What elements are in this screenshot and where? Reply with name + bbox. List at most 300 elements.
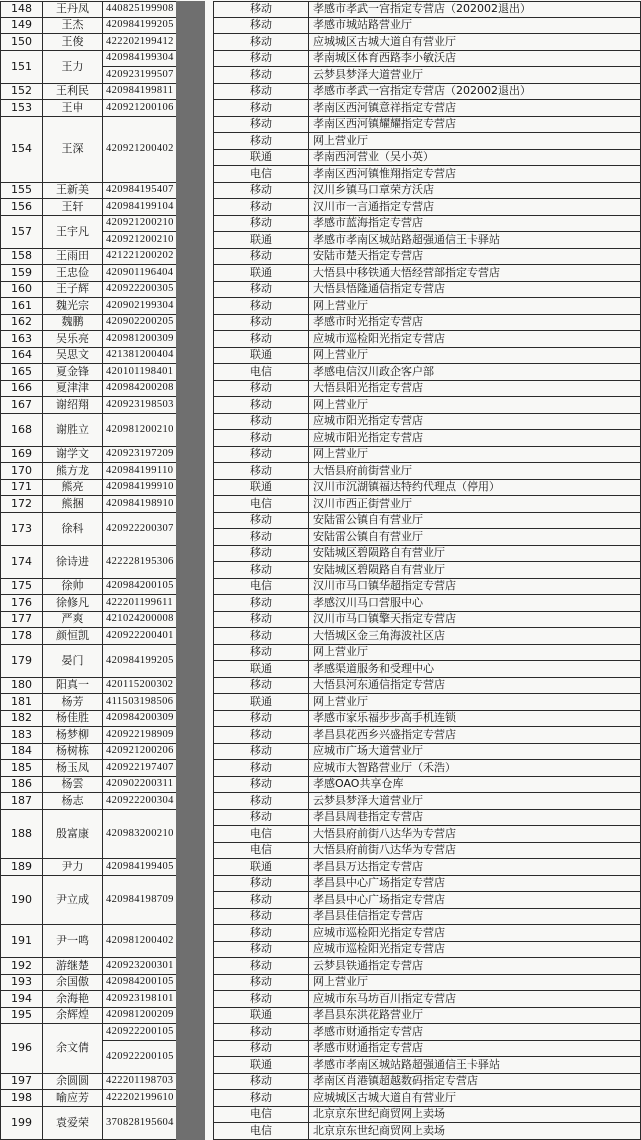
person-name: 谢绍翔 <box>43 397 103 414</box>
carrier: 移动 <box>213 958 309 975</box>
store-name: 孝南区肖港镇超越数码指定专营店 <box>309 1074 641 1091</box>
row-number: 150 <box>0 34 43 51</box>
row-number: 184 <box>0 744 43 761</box>
store-name: 孝感市孝南区城站路超强通信王卡驿站 <box>309 232 641 249</box>
store-name: 网上营业厅 <box>309 447 641 464</box>
carrier: 联通 <box>213 661 309 678</box>
carrier: 联通 <box>213 150 309 167</box>
carrier: 移动 <box>213 529 309 546</box>
carrier: 联通 <box>213 694 309 711</box>
id-number: 420984199811 <box>103 84 176 101</box>
id-number: 420984199205 <box>103 645 176 678</box>
id-number: 422201199611 <box>103 595 176 612</box>
roster-table <box>0 1 641 1140</box>
person-name: 王新美 <box>43 183 103 200</box>
person-name: 尹立成 <box>43 876 103 926</box>
person-name: 熊方龙 <box>43 463 103 480</box>
carrier: 移动 <box>213 117 309 134</box>
carrier: 移动 <box>213 1090 309 1107</box>
store-name: 孝南城区体育西路李小敏沃店 <box>309 51 641 68</box>
person-name: 吴乐亮 <box>43 331 103 348</box>
id-number: 420902199304 <box>103 298 176 315</box>
row-number: 161 <box>0 298 43 315</box>
carrier: 联通 <box>213 232 309 249</box>
store-name: 孝感市财通指定专营店 <box>309 1041 641 1058</box>
id-number: 422202199610 <box>103 1090 176 1107</box>
carrier: 电信 <box>213 1123 309 1140</box>
person-name: 王申 <box>43 100 103 117</box>
person-name: 王力 <box>43 51 103 84</box>
store-name: 大悟县府前街营业厅 <box>309 463 641 480</box>
person-name: 余文倩 <box>43 1024 103 1074</box>
person-name: 颜恒凯 <box>43 628 103 645</box>
id-number: 440825199908 <box>103 1 176 18</box>
row-number: 178 <box>0 628 43 645</box>
store-name: 孝感市财通指定专营店 <box>309 1024 641 1041</box>
person-name: 徐诗进 <box>43 546 103 579</box>
carrier: 联通 <box>213 348 309 365</box>
id-number: 421381200404 <box>103 348 176 365</box>
carrier: 移动 <box>213 777 309 794</box>
id-number: 420921200206 <box>103 744 176 761</box>
store-name: 大悟县中移铁通大悟经营部指定专营店 <box>309 265 641 282</box>
carrier: 移动 <box>213 298 309 315</box>
carrier: 移动 <box>213 612 309 629</box>
row-number: 160 <box>0 282 43 299</box>
carrier: 移动 <box>213 810 309 827</box>
row-number: 155 <box>0 183 43 200</box>
id-number: 420984200105 <box>103 975 176 992</box>
id-number: 420922200401 <box>103 628 176 645</box>
store-name: 大悟县阳光指定专营店 <box>309 381 641 398</box>
carrier: 移动 <box>213 876 309 893</box>
store-name: 孝南西河营业（吴小英） <box>309 150 641 167</box>
store-name: 网上营业厅 <box>309 397 641 414</box>
carrier: 移动 <box>213 925 309 942</box>
store-name: 孝昌县花西乡兴盛指定专营店 <box>309 727 641 744</box>
person-name: 夏津津 <box>43 381 103 398</box>
row-number: 195 <box>0 1008 43 1025</box>
carrier: 移动 <box>213 1041 309 1058</box>
person-name: 徐修凡 <box>43 595 103 612</box>
store-name: 安陆雷公镇自有营业厅 <box>309 529 641 546</box>
carrier: 联通 <box>213 480 309 497</box>
id-number: 420923200301 <box>103 958 176 975</box>
store-name: 应城城区古城大道自有营业厅 <box>309 34 641 51</box>
person-name: 谢学文 <box>43 447 103 464</box>
id-number: 420923198101 <box>103 991 176 1008</box>
person-name: 喻应芳 <box>43 1090 103 1107</box>
store-name: 北京京东世纪商贸网上卖场 <box>309 1107 641 1124</box>
store-name: 应城市东马坊百川指定专营店 <box>309 991 641 1008</box>
person-name: 王俊 <box>43 34 103 51</box>
person-name: 王丹凤 <box>43 1 103 18</box>
store-name: 大悟城区金三角海波社区店 <box>309 628 641 645</box>
store-name: 孝感市时光指定专营店 <box>309 315 641 332</box>
carrier: 移动 <box>213 975 309 992</box>
carrier: 联通 <box>213 265 309 282</box>
person-name: 王利民 <box>43 84 103 101</box>
id-number: 420981200309 <box>103 331 176 348</box>
person-name: 余圆圆 <box>43 1074 103 1091</box>
store-name: 网上营业厅 <box>309 975 641 992</box>
carrier: 移动 <box>213 628 309 645</box>
row-number: 175 <box>0 579 43 596</box>
id-number: 420922197407 <box>103 760 176 777</box>
carrier: 移动 <box>213 397 309 414</box>
row-number: 176 <box>0 595 43 612</box>
store-name: 安陆城区碧陨路自有营业厅 <box>309 562 641 579</box>
row-number: 148 <box>0 1 43 18</box>
carrier: 移动 <box>213 744 309 761</box>
person-name: 王深 <box>43 117 103 183</box>
carrier: 移动 <box>213 1074 309 1091</box>
row-number: 149 <box>0 18 43 35</box>
row-number: 177 <box>0 612 43 629</box>
store-name: 孝感市孝南区城站路超强通信王卡驿站 <box>309 1057 641 1074</box>
store-name: 云梦县梦泽大道营业厅 <box>309 793 641 810</box>
carrier: 联通 <box>213 859 309 876</box>
id-number: 420981200402 <box>103 925 176 958</box>
carrier: 移动 <box>213 67 309 84</box>
id-number: 420984199910 <box>103 480 176 497</box>
store-name: 汉川市西正街营业厅 <box>309 496 641 513</box>
store-name: 孝昌县中心广场指定专营店 <box>309 892 641 909</box>
person-name: 谢胜立 <box>43 414 103 447</box>
store-name: 应城城区古城大道自有营业厅 <box>309 1090 641 1107</box>
store-name: 网上营业厅 <box>309 694 641 711</box>
carrier: 移动 <box>213 760 309 777</box>
carrier: 移动 <box>213 216 309 233</box>
carrier: 移动 <box>213 645 309 662</box>
carrier: 移动 <box>213 199 309 216</box>
carrier: 移动 <box>213 381 309 398</box>
id-number: 420923197209 <box>103 447 176 464</box>
row-number: 172 <box>0 496 43 513</box>
store-name: 孝感市孝武一宫指定专营店（202002退出） <box>309 84 641 101</box>
person-name: 余辉煌 <box>43 1008 103 1025</box>
store-name: 云梦县梦泽大道营业厅 <box>309 67 641 84</box>
store-name: 安陆城区碧陨路自有营业厅 <box>309 546 641 563</box>
store-name: 网上营业厅 <box>309 298 641 315</box>
person-name: 尹一鸣 <box>43 925 103 958</box>
carrier: 移动 <box>213 18 309 35</box>
carrier: 移动 <box>213 447 309 464</box>
person-name: 杨佳胜 <box>43 711 103 728</box>
id-number: 420983200210 <box>103 810 176 860</box>
id-number: 420984199205 <box>103 18 176 35</box>
person-name: 余海艳 <box>43 991 103 1008</box>
store-name: 孝感市孝武一宫指定专营店（202002退出） <box>309 1 641 18</box>
store-name: 孝感汉川马口营服中心 <box>309 595 641 612</box>
person-name: 熊捆 <box>43 496 103 513</box>
id-number: 420923198503 <box>103 397 176 414</box>
store-name: 孝昌县中心广场指定专营店 <box>309 876 641 893</box>
person-name: 魏鹏 <box>43 315 103 332</box>
person-name: 徐帅 <box>43 579 103 596</box>
store-name: 安陆市楚天指定专营店 <box>309 249 641 266</box>
store-name: 安陆雷公镇自有营业厅 <box>309 513 641 530</box>
person-name: 王雨田 <box>43 249 103 266</box>
store-name: 汉川市马口镇擎天指定专营店 <box>309 612 641 629</box>
store-name: 孝南区西河镇意祥指定专营店 <box>309 100 641 117</box>
store-name: 孝昌县佳信指定专营店 <box>309 909 641 926</box>
store-name: 应城市巡检阳光指定专营店 <box>309 331 641 348</box>
redaction-bar <box>176 1 205 1140</box>
row-number: 193 <box>0 975 43 992</box>
row-number: 190 <box>0 876 43 926</box>
store-name: 孝昌县周巷指定专营店 <box>309 810 641 827</box>
person-name: 徐科 <box>43 513 103 546</box>
person-name: 杨梦柳 <box>43 727 103 744</box>
id-number: 422201198703 <box>103 1074 176 1091</box>
store-name: 应城市阳光指定专营店 <box>309 430 641 447</box>
carrier: 移动 <box>213 100 309 117</box>
store-name: 孝南区西河镇惟翔指定专营店 <box>309 166 641 183</box>
row-number: 197 <box>0 1074 43 1091</box>
row-number: 189 <box>0 859 43 876</box>
store-name: 汉川市沉湖镇福达特约代理点（停用） <box>309 480 641 497</box>
row-number: 151 <box>0 51 43 84</box>
row-number: 188 <box>0 810 43 860</box>
store-name: 大悟县悟隆通信指定专营店 <box>309 282 641 299</box>
carrier: 电信 <box>213 1107 309 1124</box>
id-number: 421024200008 <box>103 612 176 629</box>
id-number: 420984200309 <box>103 711 176 728</box>
id-number: 420923199507 <box>103 67 176 84</box>
row-number: 182 <box>0 711 43 728</box>
id-number: 420984200208 <box>103 381 176 398</box>
row-number: 185 <box>0 760 43 777</box>
id-number: 422202199412 <box>103 34 176 51</box>
store-name: 云梦县铁通指定专营店 <box>309 958 641 975</box>
id-number: 420922200307 <box>103 513 176 546</box>
row-number: 152 <box>0 84 43 101</box>
person-name: 王忠俭 <box>43 265 103 282</box>
row-number: 187 <box>0 793 43 810</box>
id-number: 422228195306 <box>103 546 176 579</box>
carrier: 移动 <box>213 414 309 431</box>
id-number: 370828195604 <box>103 1107 176 1140</box>
row-number: 179 <box>0 645 43 678</box>
row-number: 196 <box>0 1024 43 1074</box>
carrier: 移动 <box>213 1024 309 1041</box>
carrier: 移动 <box>213 282 309 299</box>
row-number: 168 <box>0 414 43 447</box>
store-name: 应城市广场大道营业厅 <box>309 744 641 761</box>
id-number: 420984199104 <box>103 199 176 216</box>
id-number: 420984200105 <box>103 579 176 596</box>
row-number: 153 <box>0 100 43 117</box>
person-name: 夏金锋 <box>43 364 103 381</box>
carrier: 电信 <box>213 826 309 843</box>
carrier: 移动 <box>213 546 309 563</box>
row-number: 171 <box>0 480 43 497</box>
carrier: 移动 <box>213 51 309 68</box>
id-number: 420984198709 <box>103 876 176 926</box>
row-number: 186 <box>0 777 43 794</box>
carrier: 移动 <box>213 678 309 695</box>
id-number: 420981200209 <box>103 1008 176 1025</box>
row-number: 156 <box>0 199 43 216</box>
person-name: 阳真一 <box>43 678 103 695</box>
row-number: 181 <box>0 694 43 711</box>
store-name: 网上营业厅 <box>309 133 641 150</box>
row-number: 157 <box>0 216 43 249</box>
store-name: 北京京东世纪商贸网上卖场 <box>309 1123 641 1140</box>
row-number: 165 <box>0 364 43 381</box>
row-number: 180 <box>0 678 43 695</box>
person-name: 王杰 <box>43 18 103 35</box>
id-number: 420981200210 <box>103 414 176 447</box>
store-name: 大悟县府前街八达华为专营店 <box>309 843 641 860</box>
row-number: 183 <box>0 727 43 744</box>
person-name: 杨树栋 <box>43 744 103 761</box>
id-number: 420921200402 <box>103 117 176 183</box>
row-number: 163 <box>0 331 43 348</box>
carrier: 移动 <box>213 942 309 959</box>
person-name: 杨志 <box>43 793 103 810</box>
id-number: 420921200210 <box>103 232 176 249</box>
id-number: 420922200305 <box>103 282 176 299</box>
id-number: 411503198506 <box>103 694 176 711</box>
id-number: 420984199110 <box>103 463 176 480</box>
carrier: 移动 <box>213 183 309 200</box>
carrier: 移动 <box>213 727 309 744</box>
store-name: 网上营业厅 <box>309 645 641 662</box>
person-name: 严爽 <box>43 612 103 629</box>
carrier: 移动 <box>213 991 309 1008</box>
carrier: 联通 <box>213 1057 309 1074</box>
person-name: 杨芳 <box>43 694 103 711</box>
person-name: 殷富康 <box>43 810 103 860</box>
row-number: 192 <box>0 958 43 975</box>
carrier: 移动 <box>213 793 309 810</box>
id-number: 420901196404 <box>103 265 176 282</box>
row-number: 154 <box>0 117 43 183</box>
row-number: 166 <box>0 381 43 398</box>
carrier: 移动 <box>213 513 309 530</box>
row-number: 159 <box>0 265 43 282</box>
carrier: 移动 <box>213 463 309 480</box>
redaction-gap <box>205 1 213 1140</box>
carrier: 电信 <box>213 579 309 596</box>
carrier: 电信 <box>213 364 309 381</box>
person-name: 王子辉 <box>43 282 103 299</box>
store-name: 大悟县河东通信指定专营店 <box>309 678 641 695</box>
person-name: 余国傲 <box>43 975 103 992</box>
id-number: 420922200105 <box>103 1024 176 1041</box>
carrier: 移动 <box>213 892 309 909</box>
row-number: 169 <box>0 447 43 464</box>
id-number: 420921200210 <box>103 216 176 233</box>
carrier: 电信 <box>213 166 309 183</box>
store-name: 孝昌县东洪花路营业厅 <box>309 1008 641 1025</box>
store-name: 应城市大智路营业厅（禾浩） <box>309 760 641 777</box>
id-number: 420984199405 <box>103 859 176 876</box>
carrier: 移动 <box>213 909 309 926</box>
store-name: 汉川市马口镇华超指定专营店 <box>309 579 641 596</box>
carrier: 移动 <box>213 562 309 579</box>
store-name: 应城市阳光指定专营店 <box>309 414 641 431</box>
person-name: 袁爱荣 <box>43 1107 103 1140</box>
id-number: 420922200304 <box>103 793 176 810</box>
row-number: 162 <box>0 315 43 332</box>
row-number: 199 <box>0 1107 43 1140</box>
carrier: 电信 <box>213 496 309 513</box>
row-number: 170 <box>0 463 43 480</box>
id-number: 420101198401 <box>103 364 176 381</box>
store-name: 孝感市家乐福步步高手机连锁 <box>309 711 641 728</box>
carrier: 移动 <box>213 249 309 266</box>
id-number: 420984198910 <box>103 496 176 513</box>
id-number: 421221200202 <box>103 249 176 266</box>
store-name: 应城市巡检阳光指定专营店 <box>309 942 641 959</box>
store-name: 汉川乡镇马口章荣方沃店 <box>309 183 641 200</box>
person-name: 晏门 <box>43 645 103 678</box>
store-name: 汉川市一言通指定专营店 <box>309 199 641 216</box>
person-name: 尹力 <box>43 859 103 876</box>
person-name: 吴思文 <box>43 348 103 365</box>
id-number: 420921200106 <box>103 100 176 117</box>
id-number: 420902200311 <box>103 777 176 794</box>
row-number: 194 <box>0 991 43 1008</box>
carrier: 移动 <box>213 84 309 101</box>
id-number: 420922198909 <box>103 727 176 744</box>
carrier: 移动 <box>213 595 309 612</box>
person-name: 王轩 <box>43 199 103 216</box>
store-name: 孝感渠道服务和受理中心 <box>309 661 641 678</box>
id-number: 420984199304 <box>103 51 176 68</box>
id-number: 420115200302 <box>103 678 176 695</box>
row-number: 173 <box>0 513 43 546</box>
store-name: 孝感市城站路营业厅 <box>309 18 641 35</box>
person-name: 杨玉凤 <box>43 760 103 777</box>
store-name: 孝感OAO共享仓库 <box>309 777 641 794</box>
store-name: 孝感市蓝海指定专营店 <box>309 216 641 233</box>
store-name: 大悟县府前街八达华为专营店 <box>309 826 641 843</box>
carrier: 移动 <box>213 331 309 348</box>
store-name: 网上营业厅 <box>309 348 641 365</box>
carrier: 移动 <box>213 711 309 728</box>
id-number: 420902200205 <box>103 315 176 332</box>
id-number: 420984195407 <box>103 183 176 200</box>
person-name: 王宇凡 <box>43 216 103 249</box>
row-number: 167 <box>0 397 43 414</box>
carrier: 电信 <box>213 843 309 860</box>
carrier: 移动 <box>213 315 309 332</box>
carrier: 移动 <box>213 430 309 447</box>
person-name: 熊亮 <box>43 480 103 497</box>
carrier: 联通 <box>213 1008 309 1025</box>
row-number: 198 <box>0 1090 43 1107</box>
row-number: 174 <box>0 546 43 579</box>
person-name: 杨雲 <box>43 777 103 794</box>
store-name: 孝感电信汉川政企客户部 <box>309 364 641 381</box>
store-name: 应城市巡检阳光指定专营店 <box>309 925 641 942</box>
person-name: 魏光宗 <box>43 298 103 315</box>
row-number: 158 <box>0 249 43 266</box>
row-number: 164 <box>0 348 43 365</box>
carrier: 移动 <box>213 1 309 18</box>
id-number: 420922200105 <box>103 1041 176 1074</box>
person-name: 游继楚 <box>43 958 103 975</box>
store-name: 孝昌县万达指定专营店 <box>309 859 641 876</box>
carrier: 移动 <box>213 34 309 51</box>
row-number: 191 <box>0 925 43 958</box>
carrier: 移动 <box>213 133 309 150</box>
store-name: 孝南区西河镇耀耀指定专营店 <box>309 117 641 134</box>
